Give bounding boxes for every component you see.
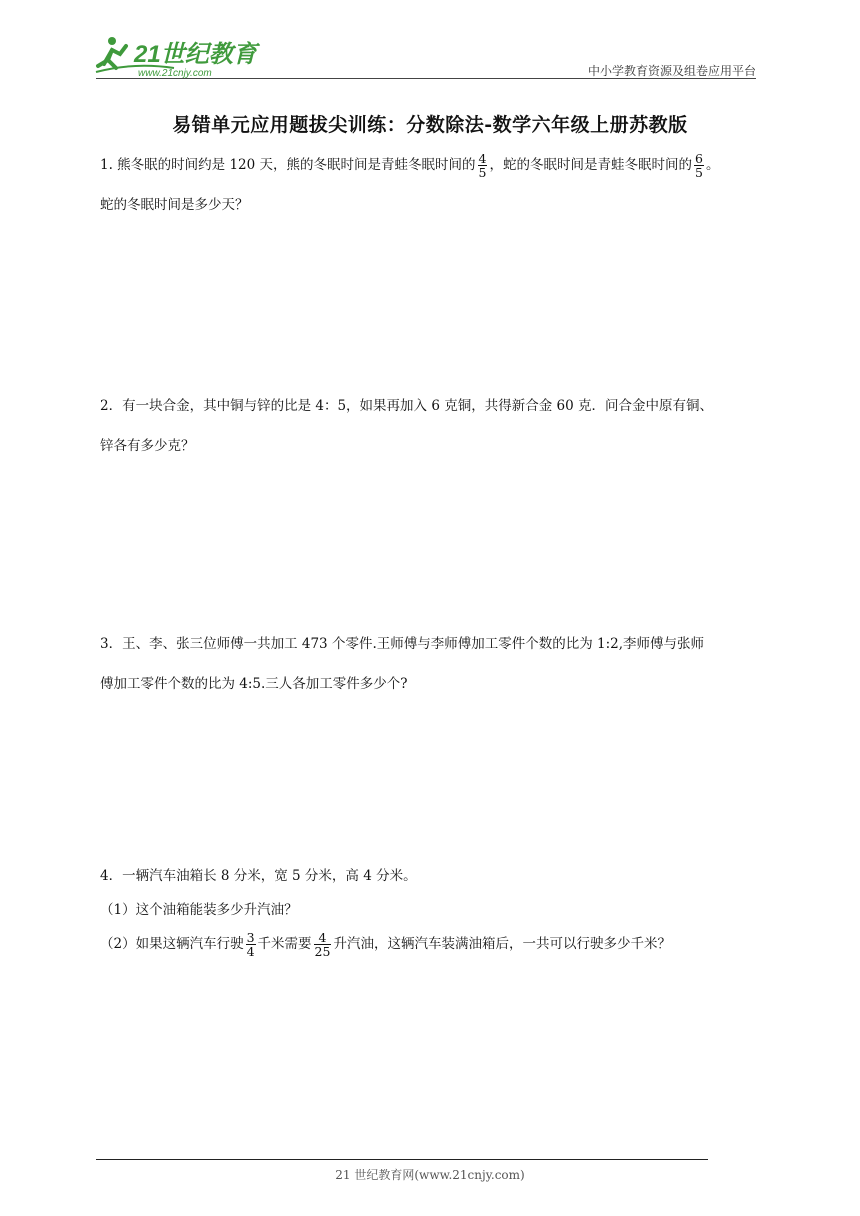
question-2-line-2: 锌各有多少克？ bbox=[100, 438, 195, 454]
platform-name: 中小学教育资源及组卷应用平台 bbox=[587, 64, 756, 78]
question-4 bbox=[100, 859, 760, 961]
fraction: $\frac{4}{25}$ bbox=[314, 929, 331, 959]
question-3-line-1: 3．王、李、张三位师傅一共加工 473 个零件.王师傅与李师傅加工零件个数的比为 1:2,李师傅与张师 bbox=[100, 636, 705, 652]
runner-logo-icon bbox=[94, 32, 264, 80]
question-4-line-1: 4．一辆汽车油箱长 8 分米，宽 5 分米，高 4 分米。 bbox=[100, 868, 417, 884]
footer-divider bbox=[96, 1159, 708, 1160]
svg-text:www.21cnjy.com: www.21cnjy.com bbox=[138, 68, 212, 79]
fraction: $\frac{3}{4}$ bbox=[246, 929, 255, 959]
question-3-line-2: 傅加工零件个数的比为 4:5.三人各加工零件多少个? bbox=[100, 676, 408, 692]
footer-text: 21 世纪教育网(www.21cnjy.com) bbox=[335, 1168, 525, 1182]
logo bbox=[94, 32, 264, 80]
question-1 bbox=[100, 145, 760, 225]
question-2-line-1: 2．有一块合金，其中铜与锌的比是 4：5，如果再加入 6 克铜，共得新合金 60 克．问合金中原有铜、 bbox=[100, 398, 713, 414]
question-1-line-2: 蛇的冬眠时间是多少天？ bbox=[100, 197, 249, 213]
svg-text:21世纪教育: 21世纪教育 bbox=[134, 41, 257, 68]
page-title: 易错单元应用题拔尖训练：分数除法-数学六年级上册苏教版 bbox=[172, 114, 688, 136]
question-3 bbox=[100, 624, 760, 704]
question-4-part-1: （1）这个油箱能装多少升汽油？ bbox=[100, 902, 298, 918]
question-2 bbox=[100, 386, 760, 466]
header-divider bbox=[96, 78, 756, 79]
question-4-part-2: （2）如果这辆汽车行驶 $\frac{3}{4}$ 千米需要 $\frac{4}{25}$ 升汽油，这辆汽车装满油箱后，一共可以行驶多少千米？ bbox=[100, 929, 671, 959]
fraction: $\frac{6}{5}$ bbox=[694, 150, 703, 180]
fraction: $\frac{4}{5}$ bbox=[478, 150, 487, 180]
question-1-line-1: 1. 熊冬眠的时间约是 120 天，熊的冬眠时间是青蛙冬眠时间的 $\frac{4}{5}$ ，蛇的冬眠时间是青蛙冬眠时间的 $\frac{6}{5}$ 。 bbox=[100, 150, 720, 180]
